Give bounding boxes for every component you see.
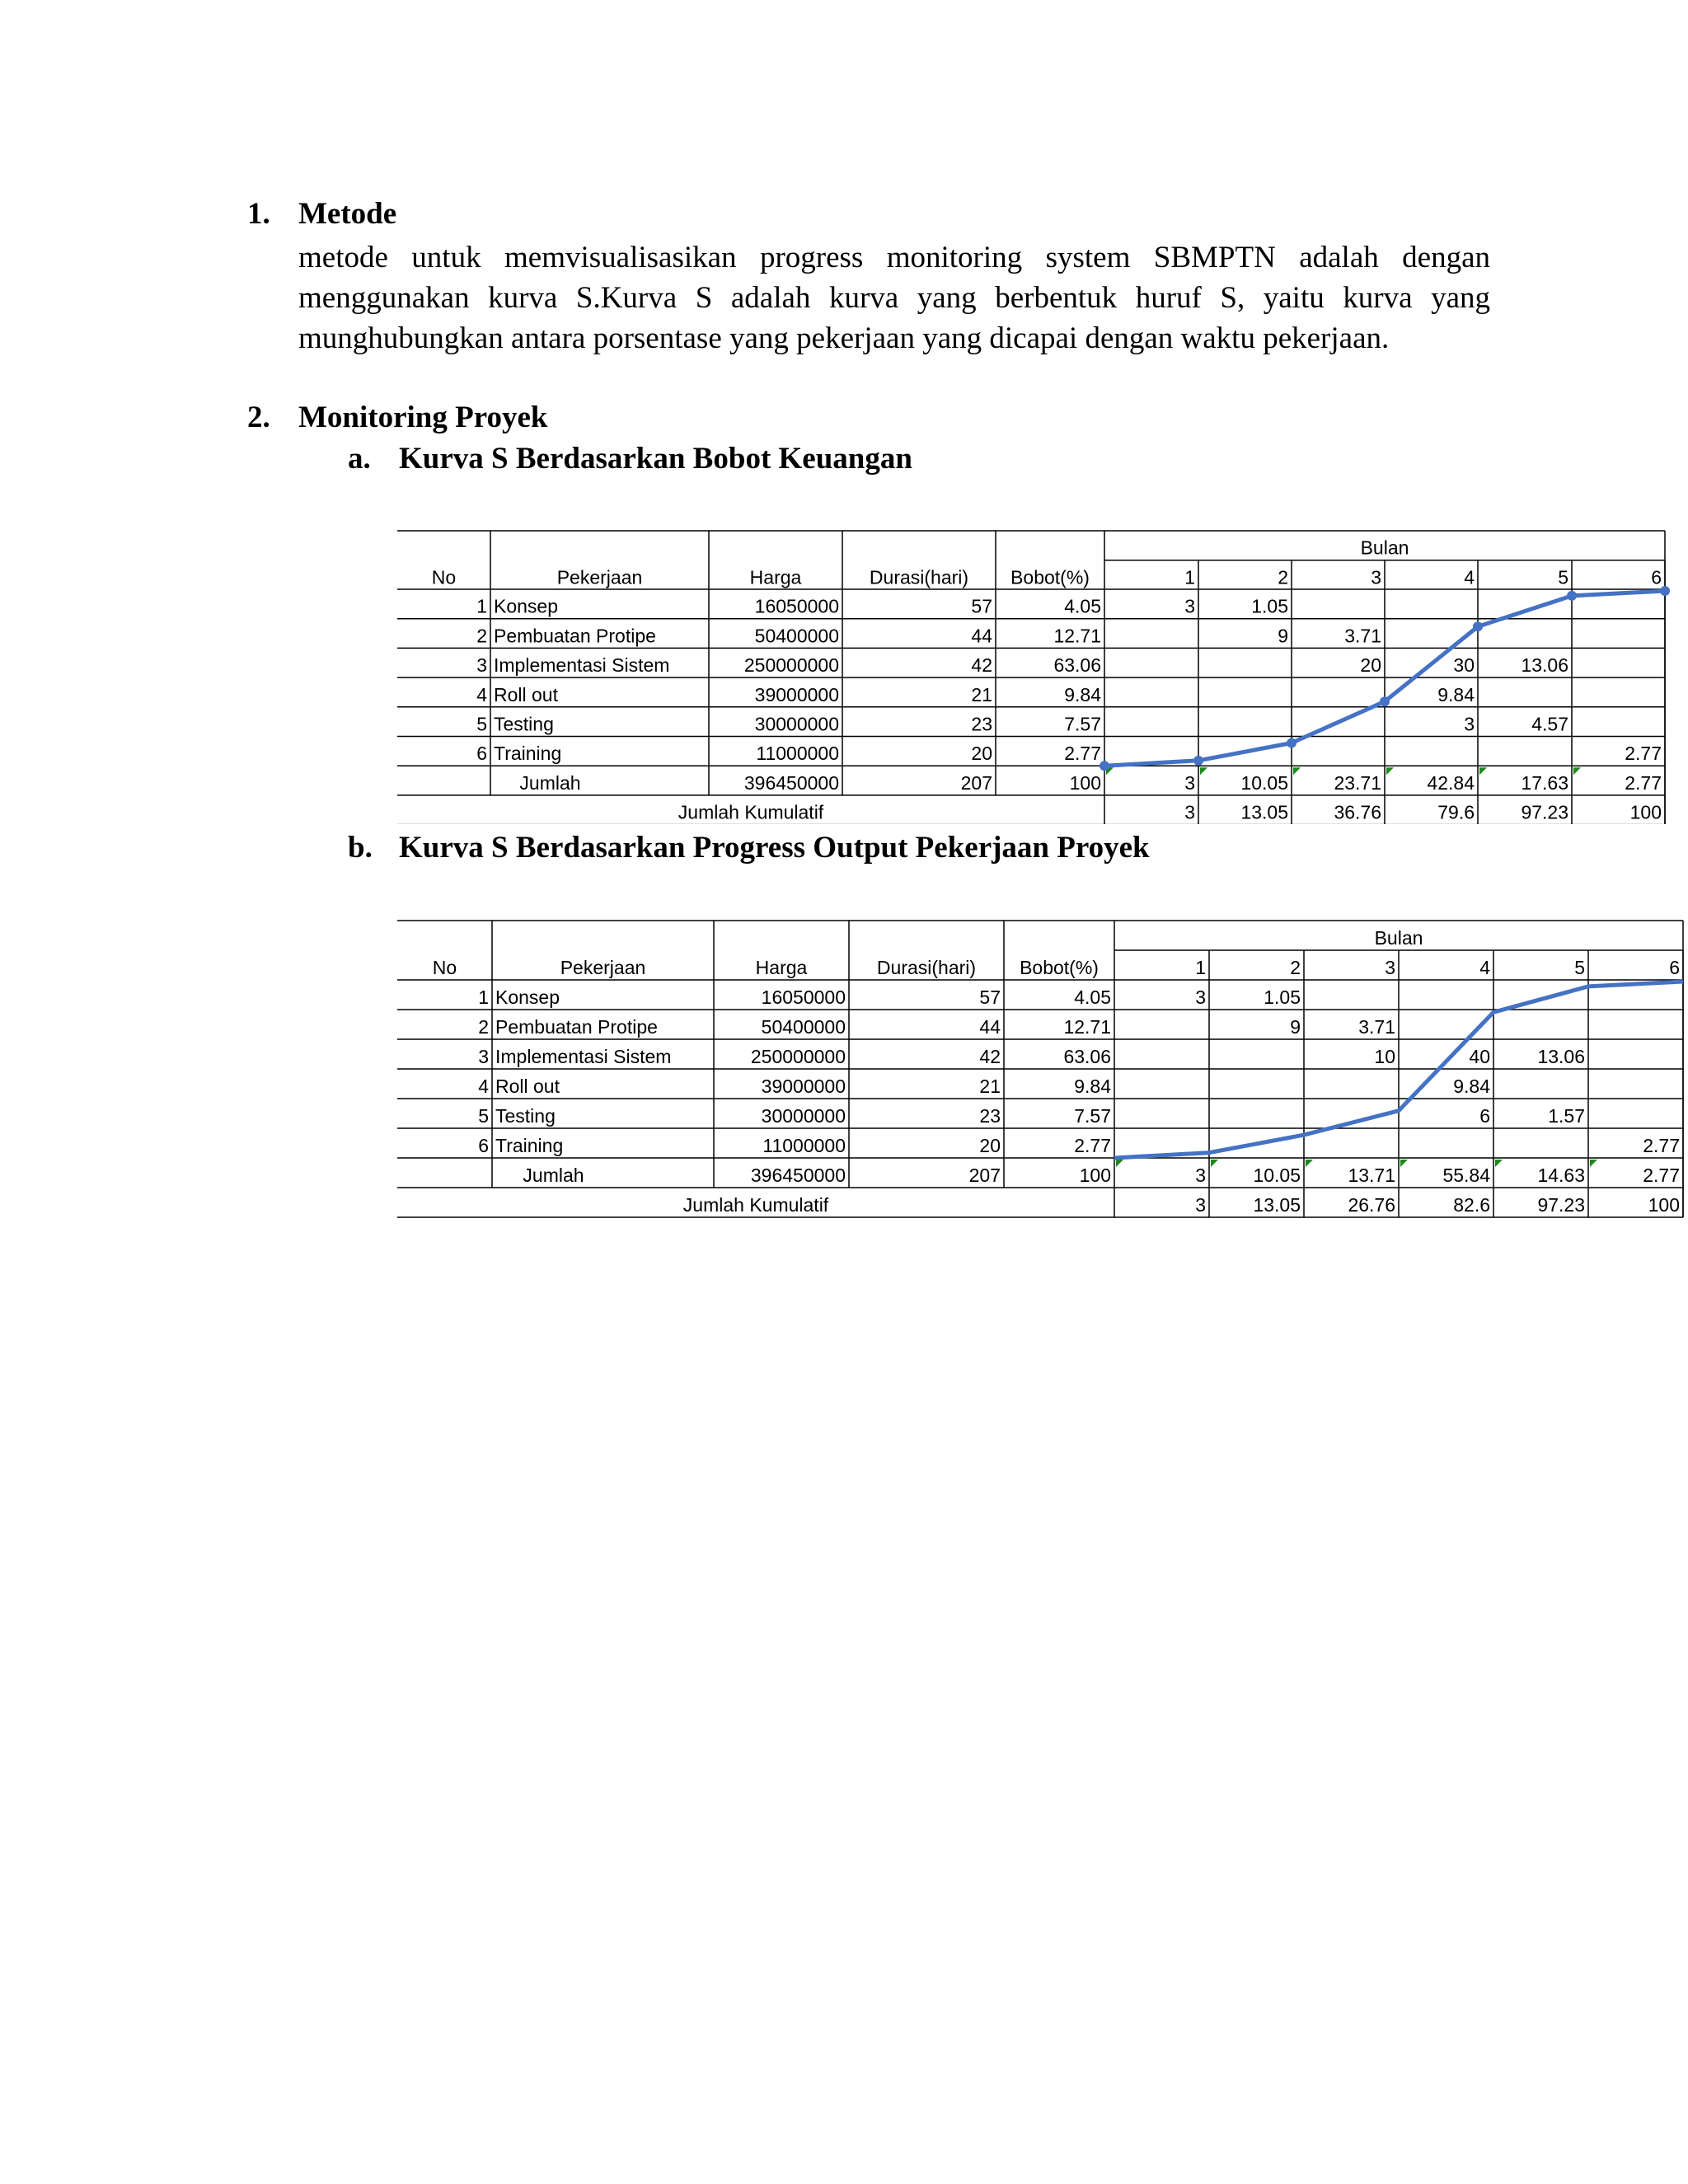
cell-no: 1 bbox=[476, 595, 487, 617]
header-harga: Harga bbox=[749, 566, 802, 588]
kumulatif-month: 36.76 bbox=[1334, 801, 1381, 823]
cell-bobot: 7.57 bbox=[1064, 713, 1101, 735]
section-1-number: 1. bbox=[247, 197, 270, 231]
cell-harga: 50400000 bbox=[754, 625, 839, 647]
header-month: 6 bbox=[1651, 566, 1662, 588]
cell-month: 1.05 bbox=[1264, 987, 1301, 1008]
section-1-title: Metode bbox=[298, 197, 397, 231]
cell-month: 4.57 bbox=[1531, 713, 1568, 735]
jumlah-bobot: 100 bbox=[1069, 771, 1101, 794]
cell-no: 5 bbox=[476, 713, 487, 735]
error-indicator-triangle bbox=[1306, 1160, 1313, 1167]
cell-pekerjaan: Implementasi Sistem bbox=[494, 654, 670, 677]
cell-harga: 50400000 bbox=[761, 1016, 846, 1038]
header-pekerjaan: Pekerjaan bbox=[560, 957, 646, 978]
jumlah-harga: 396450000 bbox=[743, 771, 839, 794]
cell-harga: 16050000 bbox=[761, 987, 846, 1008]
kumulatif-month: 97.23 bbox=[1537, 1194, 1585, 1216]
error-indicator-triangle bbox=[1211, 1160, 1218, 1167]
cell-bobot: 2.77 bbox=[1074, 1135, 1111, 1156]
cell-bobot: 12.71 bbox=[1063, 1016, 1111, 1038]
cell-pekerjaan: Testing bbox=[495, 1105, 556, 1127]
kumulatif-month: 3 bbox=[1195, 1194, 1206, 1216]
cell-durasi: 42 bbox=[979, 1046, 1001, 1067]
cell-month: 3 bbox=[1464, 713, 1475, 735]
cell-pekerjaan: Konsep bbox=[495, 987, 560, 1008]
cell-durasi: 44 bbox=[971, 625, 992, 647]
jumlah-month: 10.05 bbox=[1253, 1165, 1301, 1186]
header-month: 4 bbox=[1464, 566, 1475, 588]
header-durasi: Durasi(hari) bbox=[876, 957, 977, 978]
cell-month: 13.06 bbox=[1537, 1046, 1585, 1067]
jumlah-month: 3 bbox=[1195, 1165, 1206, 1186]
kumulatif-month: 79.6 bbox=[1437, 801, 1475, 823]
cell-durasi: 20 bbox=[979, 1135, 1001, 1156]
kumulatif-month: 13.05 bbox=[1253, 1194, 1301, 1216]
kumulatif-month: 82.6 bbox=[1453, 1194, 1490, 1216]
jumlah-month: 13.71 bbox=[1348, 1165, 1395, 1186]
jumlah-month: 23.71 bbox=[1334, 771, 1381, 794]
cell-harga: 11000000 bbox=[756, 743, 839, 765]
cell-durasi: 57 bbox=[979, 987, 1001, 1008]
header-bobot: Bobot(%) bbox=[1010, 566, 1090, 588]
jumlah-label: Jumlah bbox=[519, 771, 581, 794]
jumlah-month: 2.77 bbox=[1643, 1165, 1680, 1186]
cell-harga: 250000000 bbox=[750, 1046, 846, 1067]
kumulatif-month: 100 bbox=[1629, 801, 1662, 823]
cell-harga: 250000000 bbox=[743, 654, 839, 677]
header-month: 5 bbox=[1558, 566, 1568, 588]
subsection-a-letter: a. bbox=[348, 442, 371, 476]
cell-no: 3 bbox=[478, 1046, 489, 1067]
cell-harga: 11000000 bbox=[762, 1135, 846, 1156]
header-month: 4 bbox=[1479, 957, 1490, 978]
header-month: 1 bbox=[1195, 957, 1206, 978]
cell-month: 3 bbox=[1184, 595, 1195, 617]
cell-no: 4 bbox=[478, 1076, 489, 1097]
cell-bobot: 4.05 bbox=[1074, 987, 1111, 1008]
header-month: 1 bbox=[1184, 566, 1195, 588]
cell-month: 2.77 bbox=[1643, 1135, 1680, 1156]
cell-durasi: 23 bbox=[979, 1105, 1001, 1127]
header-month: 2 bbox=[1278, 566, 1288, 588]
cell-bobot: 9.84 bbox=[1064, 683, 1101, 705]
paragraph-line: menggunakan kurva S.Kurva S adalah kurva yang berbentuk huruf S, yaitu kurva yang bbox=[298, 281, 1490, 315]
paragraph-line: metode untuk memvisualisasikan progress monitoring system SBMPTN adalah dengan bbox=[298, 241, 1490, 274]
error-indicator-triangle bbox=[1495, 1160, 1503, 1167]
cell-harga: 39000000 bbox=[761, 1076, 846, 1097]
cell-month: 9.84 bbox=[1437, 683, 1475, 705]
jumlah-month: 55.84 bbox=[1442, 1165, 1490, 1186]
error-indicator-triangle bbox=[1116, 1160, 1123, 1167]
error-indicator-triangle bbox=[1590, 1160, 1597, 1167]
cell-month: 3 bbox=[1195, 987, 1206, 1008]
cell-pekerjaan: Training bbox=[495, 1135, 564, 1156]
kumulatif-label: Jumlah Kumulatif bbox=[678, 801, 824, 823]
header-durasi: Durasi(hari) bbox=[869, 566, 969, 588]
cell-month: 2.77 bbox=[1625, 743, 1662, 765]
jumlah-month: 17.63 bbox=[1521, 771, 1568, 794]
jumlah-harga: 396450000 bbox=[750, 1165, 846, 1186]
cell-month: 3.71 bbox=[1344, 625, 1381, 647]
header-bulan: Bulan bbox=[1374, 927, 1423, 949]
cell-month: 9 bbox=[1278, 625, 1288, 647]
cell-durasi: 20 bbox=[971, 743, 992, 765]
jumlah-durasi: 207 bbox=[960, 771, 992, 794]
section-2-title: Monitoring Proyek bbox=[298, 401, 548, 434]
jumlah-label: Jumlah bbox=[523, 1165, 584, 1186]
kumulatif-month: 26.76 bbox=[1348, 1194, 1395, 1216]
cell-durasi: 44 bbox=[979, 1016, 1001, 1038]
header-no: No bbox=[432, 957, 457, 978]
kumulatif-month: 13.05 bbox=[1240, 801, 1288, 823]
cell-durasi: 21 bbox=[979, 1076, 1001, 1097]
cell-bobot: 63.06 bbox=[1063, 1046, 1111, 1067]
cell-no: 5 bbox=[478, 1105, 489, 1127]
cell-durasi: 57 bbox=[971, 595, 992, 617]
cell-month: 13.06 bbox=[1521, 654, 1568, 677]
cell-month: 9.84 bbox=[1453, 1076, 1490, 1097]
error-indicator-triangle bbox=[1400, 1160, 1408, 1167]
header-month: 6 bbox=[1669, 957, 1680, 978]
cell-no: 2 bbox=[476, 625, 487, 647]
header-bulan: Bulan bbox=[1360, 537, 1409, 559]
header-bobot: Bobot(%) bbox=[1020, 957, 1099, 978]
cell-durasi: 21 bbox=[971, 683, 992, 705]
jumlah-bobot: 100 bbox=[1079, 1165, 1111, 1186]
cell-pekerjaan: Testing bbox=[494, 713, 554, 735]
header-pekerjaan: Pekerjaan bbox=[556, 566, 643, 588]
cell-bobot: 4.05 bbox=[1064, 595, 1101, 617]
cell-no: 4 bbox=[476, 683, 487, 705]
cell-month: 3.71 bbox=[1358, 1016, 1395, 1038]
paragraph-line: munghubungkan antara porsentase yang pekerjaan yang dicapai dengan waktu pekerjaan. bbox=[298, 321, 1390, 355]
cell-pekerjaan: Pembuatan Protipe bbox=[495, 1016, 658, 1038]
cell-pekerjaan: Roll out bbox=[494, 683, 558, 705]
cell-harga: 30000000 bbox=[761, 1105, 846, 1127]
jumlah-month: 3 bbox=[1184, 771, 1195, 794]
cell-month: 10 bbox=[1374, 1046, 1395, 1067]
jumlah-durasi: 207 bbox=[968, 1165, 1001, 1186]
cell-harga: 30000000 bbox=[754, 713, 839, 735]
cell-pekerjaan: Roll out bbox=[495, 1076, 560, 1097]
header-month: 5 bbox=[1574, 957, 1585, 978]
cell-month: 40 bbox=[1469, 1046, 1490, 1067]
cell-no: 6 bbox=[476, 743, 487, 765]
cell-month: 1.05 bbox=[1251, 595, 1288, 617]
cell-no: 6 bbox=[478, 1135, 489, 1156]
cell-pekerjaan: Implementasi Sistem bbox=[495, 1046, 672, 1067]
cell-month: 1.57 bbox=[1548, 1105, 1585, 1127]
cell-harga: 39000000 bbox=[754, 683, 839, 705]
cell-durasi: 23 bbox=[971, 713, 992, 735]
cell-harga: 16050000 bbox=[754, 595, 839, 617]
cell-no: 3 bbox=[476, 654, 487, 677]
cell-month: 9 bbox=[1290, 1016, 1301, 1038]
subsection-a-title: Kurva S Berdasarkan Bobot Keuangan bbox=[399, 442, 912, 476]
subsection-b-title: Kurva S Berdasarkan Progress Output Pekerjaan Proyek bbox=[399, 831, 1150, 865]
cell-pekerjaan: Pembuatan Protipe bbox=[494, 625, 656, 647]
header-harga: Harga bbox=[755, 957, 808, 978]
subsection-b-letter: b. bbox=[348, 831, 373, 865]
header-month: 2 bbox=[1290, 957, 1301, 978]
kumulatif-month: 3 bbox=[1184, 801, 1195, 823]
cell-bobot: 7.57 bbox=[1074, 1105, 1111, 1127]
kumulatif-month: 97.23 bbox=[1521, 801, 1568, 823]
jumlah-month: 14.63 bbox=[1537, 1165, 1585, 1186]
header-month: 3 bbox=[1371, 566, 1381, 588]
cell-no: 2 bbox=[478, 1016, 489, 1038]
cell-bobot: 2.77 bbox=[1064, 743, 1101, 765]
jumlah-month: 42.84 bbox=[1427, 771, 1475, 794]
cell-durasi: 42 bbox=[971, 654, 992, 677]
cell-bobot: 12.71 bbox=[1053, 625, 1101, 647]
jumlah-month: 10.05 bbox=[1240, 771, 1288, 794]
cell-bobot: 63.06 bbox=[1053, 654, 1101, 677]
cell-month: 20 bbox=[1360, 654, 1381, 677]
cell-month: 30 bbox=[1453, 654, 1475, 677]
cell-bobot: 9.84 bbox=[1074, 1076, 1111, 1097]
header-month: 3 bbox=[1385, 957, 1395, 978]
jumlah-month: 2.77 bbox=[1625, 771, 1662, 794]
cell-month: 6 bbox=[1479, 1105, 1490, 1127]
section-2-number: 2. bbox=[247, 401, 270, 434]
kumulatif-label: Jumlah Kumulatif bbox=[682, 1194, 829, 1216]
cell-pekerjaan: Training bbox=[494, 743, 562, 765]
cell-pekerjaan: Konsep bbox=[494, 595, 559, 617]
cell-no: 1 bbox=[478, 987, 489, 1008]
header-no: No bbox=[431, 566, 457, 588]
kumulatif-month: 100 bbox=[1648, 1194, 1680, 1216]
